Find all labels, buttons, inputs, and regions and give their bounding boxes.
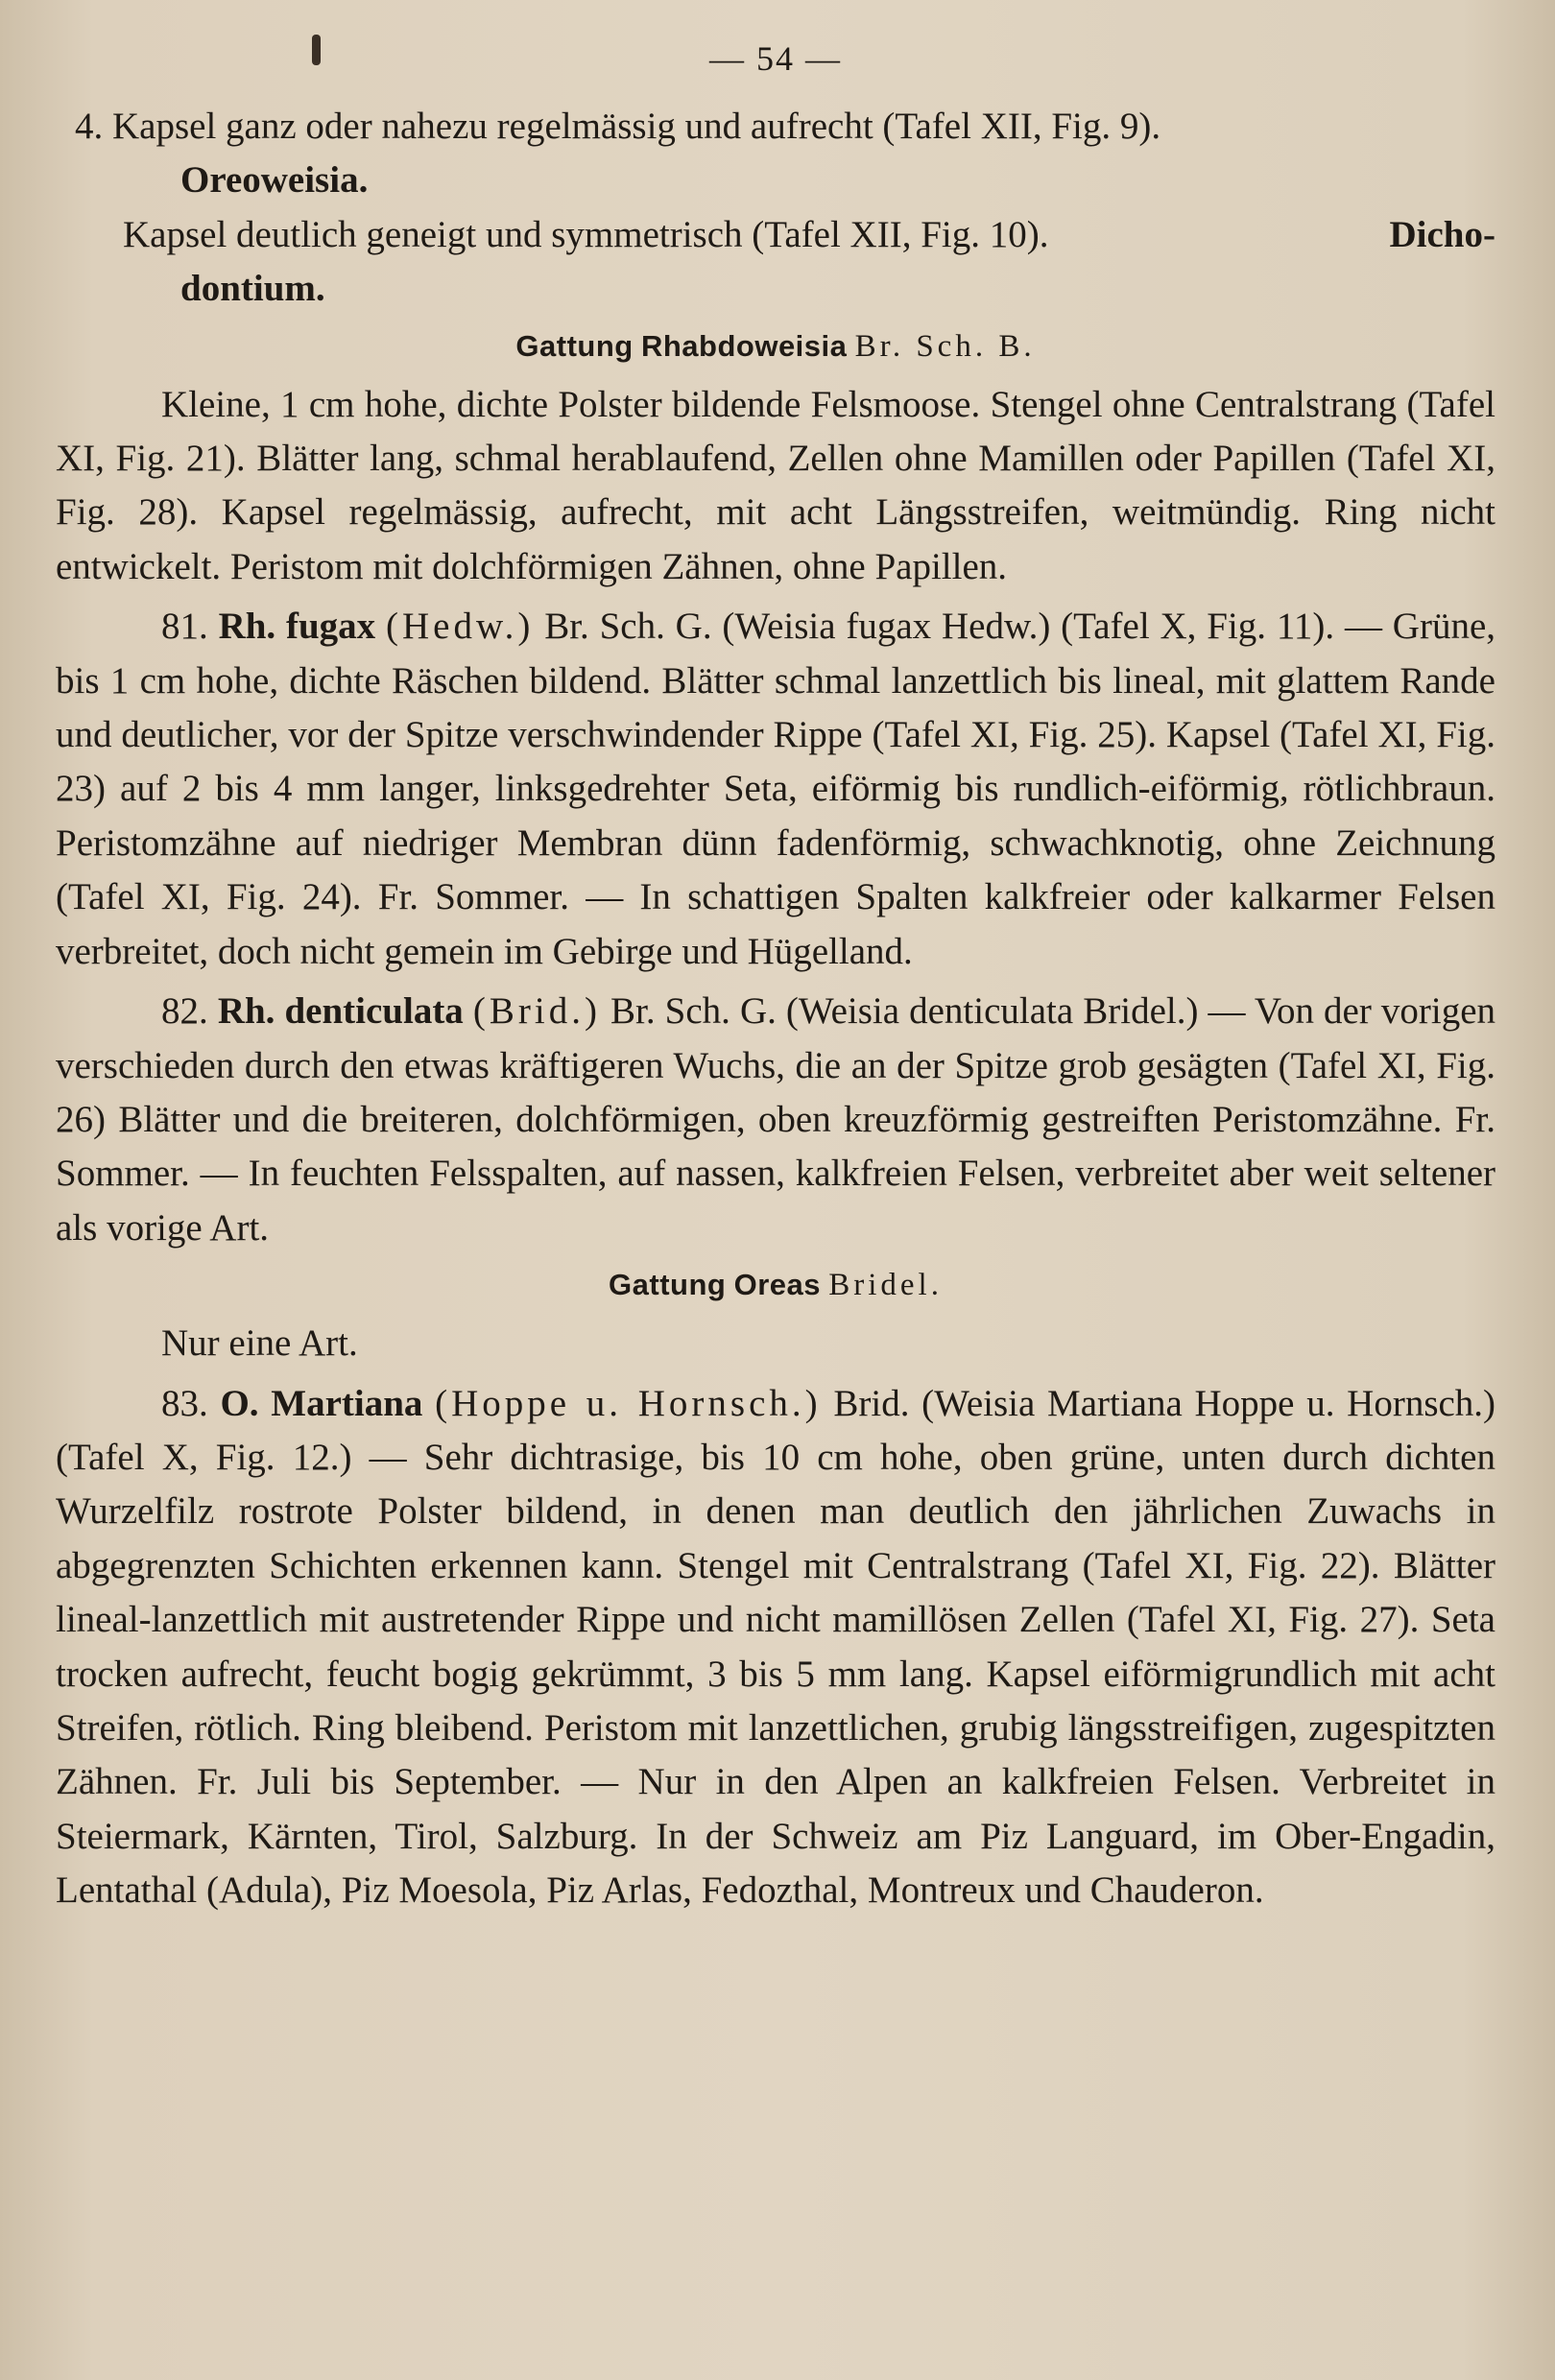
species-author-2: Brid. bbox=[833, 1382, 910, 1424]
species-author: (Hoppe u. Hornsch.) bbox=[435, 1382, 822, 1424]
species-81-entry bbox=[56, 600, 1495, 979]
page-number: — 54 — bbox=[709, 39, 842, 78]
key-number: 4. bbox=[75, 106, 104, 147]
genus-note: Nur eine Art. bbox=[161, 1322, 358, 1365]
species-number: 83. bbox=[161, 1382, 208, 1424]
species-author: (Hedw.) bbox=[386, 606, 535, 648]
key-couplet-line-2 bbox=[56, 208, 1495, 317]
species-name: Rh. fugax bbox=[218, 606, 376, 648]
genus-description: Kleine, 1 cm hohe, dichte Polster bildende Felsmoose. Stengel ohne Centralstrang (Tafel XI, Fig. 21). Blätter lang, schmal herablaufend, Zellen ohne Mamillen oder Papillen (Tafel XI, Fig. 28). Kapsel regelmässig, aufrecht, mit acht Längsstreifen, weitmündig. Ring nicht entwickelt. Peristom mit dolchförmigen Zähnen, ohne Papillen. bbox=[56, 383, 1495, 587]
species-body: u. Hornsch.) (Tafel X, Fig. 12.) — Sehr dichtrasige, bis 10 cm hohe, oben grüne, unten durch dichten Wurzelfilz rostrote Polster bildend, in denen man deutlich den jährlichen Zuwachs in abgegrenzten Schichten erkennen kann. Stengel mit Centralstrang (Tafel XI, Fig. 22). Blätter lineal-lanzettlich mit austretender Rippe und nicht mamillösen Zellen (Tafel XI, Fig. 27). Seta trocken aufrecht, feucht bogig gekrümmt, 3 bis 5 mm lang. Kapsel eiförmigrundlich mit acht Streifen, rötlich. Ring bleibend. Peristom mit lanzettlichen, grubig längsstreifigen, zugespitzten Zähnen. Fr. Juli bis September. — Nur in den Alpen an kalkfreien Felsen. Verbreitet in Steiermark, Kärnten, Tirol, Salzburg. In der Schweiz am Piz Languard, im Ober-Engadin, Lentathal (Adula), Piz Moesola, Piz Arlas, Fedozthal, Montreux und Chauderon. bbox=[56, 1382, 1496, 1912]
species-name: O. Martiana bbox=[220, 1382, 423, 1424]
key-taxon-dichodontium-b: dontium. bbox=[180, 268, 325, 310]
genus-prefix: Gattung bbox=[609, 1268, 727, 1302]
ink-mark bbox=[312, 35, 321, 65]
key-text-2: Kapsel deutlich geneigt und symmetrisch (Tafel XII, Fig. 10). bbox=[123, 213, 1049, 255]
species-number: 82. bbox=[161, 990, 208, 1033]
key-taxon-dichodontium-a: Dicho- bbox=[1389, 213, 1495, 255]
genus-author: Br. Sch. B. bbox=[854, 328, 1036, 364]
key-couplet-line-1 bbox=[56, 100, 1495, 208]
genus-heading-rhabdoweisia bbox=[56, 319, 1495, 374]
genus-name: Oreas bbox=[733, 1268, 821, 1302]
species-body: Von der vorigen verschieden durch den etwas kräftigeren Wuchs, die an der Spitze grob gesägten (Tafel XI, Fig. 26) Blätter und die breiteren, dolchförmigen, oben kreuzförmig gestreiften Peristomzähne. Fr. Sommer. — In feuchten Felsspalten, auf nassen, kalkfreien Felsen, verbreitet aber weit seltener als vorige Art. bbox=[56, 990, 1496, 1249]
species-author: (Brid.) bbox=[472, 990, 601, 1033]
key-text: Kapsel ganz oder nahezu regelmässig und aufrecht (Tafel XII, Fig. 9). bbox=[112, 106, 1161, 147]
species-number: 81. bbox=[161, 606, 208, 648]
species-heading-rest: Br. Sch. G. (Weisia denticulata Bridel.) — bbox=[610, 990, 1246, 1033]
genus-name: Rhabdoweisia bbox=[640, 328, 848, 363]
key-taxon-oreoweisia: Oreoweisia. bbox=[180, 159, 369, 202]
genus-prefix: Gattung bbox=[515, 328, 634, 363]
genus-author: Bridel. bbox=[828, 1268, 943, 1303]
species-heading-rest: Br. Sch. G. (Weisia fugax Hedw.) (Tafel X, bbox=[544, 606, 1197, 648]
species-83-entry bbox=[56, 1377, 1495, 1918]
species-name: Rh. denticulata bbox=[217, 990, 464, 1033]
species-82-entry bbox=[56, 985, 1495, 1255]
species-heading-rest: (Weisia Martiana Hoppe bbox=[921, 1382, 1295, 1424]
species-body: Fig. 11). — Grüne, bis 1 cm hohe, dichte Räschen bildend. Blätter schmal lanzettlich bis lineal, mit glattem Rande und deutlicher, vor der Spitze verschwindender Rippe (Tafel XI, Fig. 25). Kapsel (Tafel XI, Fig. 23) auf 2 bis 4 mm langer, linksgedrehter Seta, eiförmig bis rundlich-eiförmig, rötlichbraun. Peristomzähne auf niedriger Membran dünn fadenförmig, schwachknotig, ohne Zeichnung (Tafel XI, Fig. 24). Fr. Sommer. — In schattigen Spalten kalkfreier oder kalkarmer Felsen verbreitet, doch nicht gemein im Gebirge und Hügelland. bbox=[56, 606, 1496, 972]
genus-heading-oreas bbox=[56, 1257, 1495, 1313]
